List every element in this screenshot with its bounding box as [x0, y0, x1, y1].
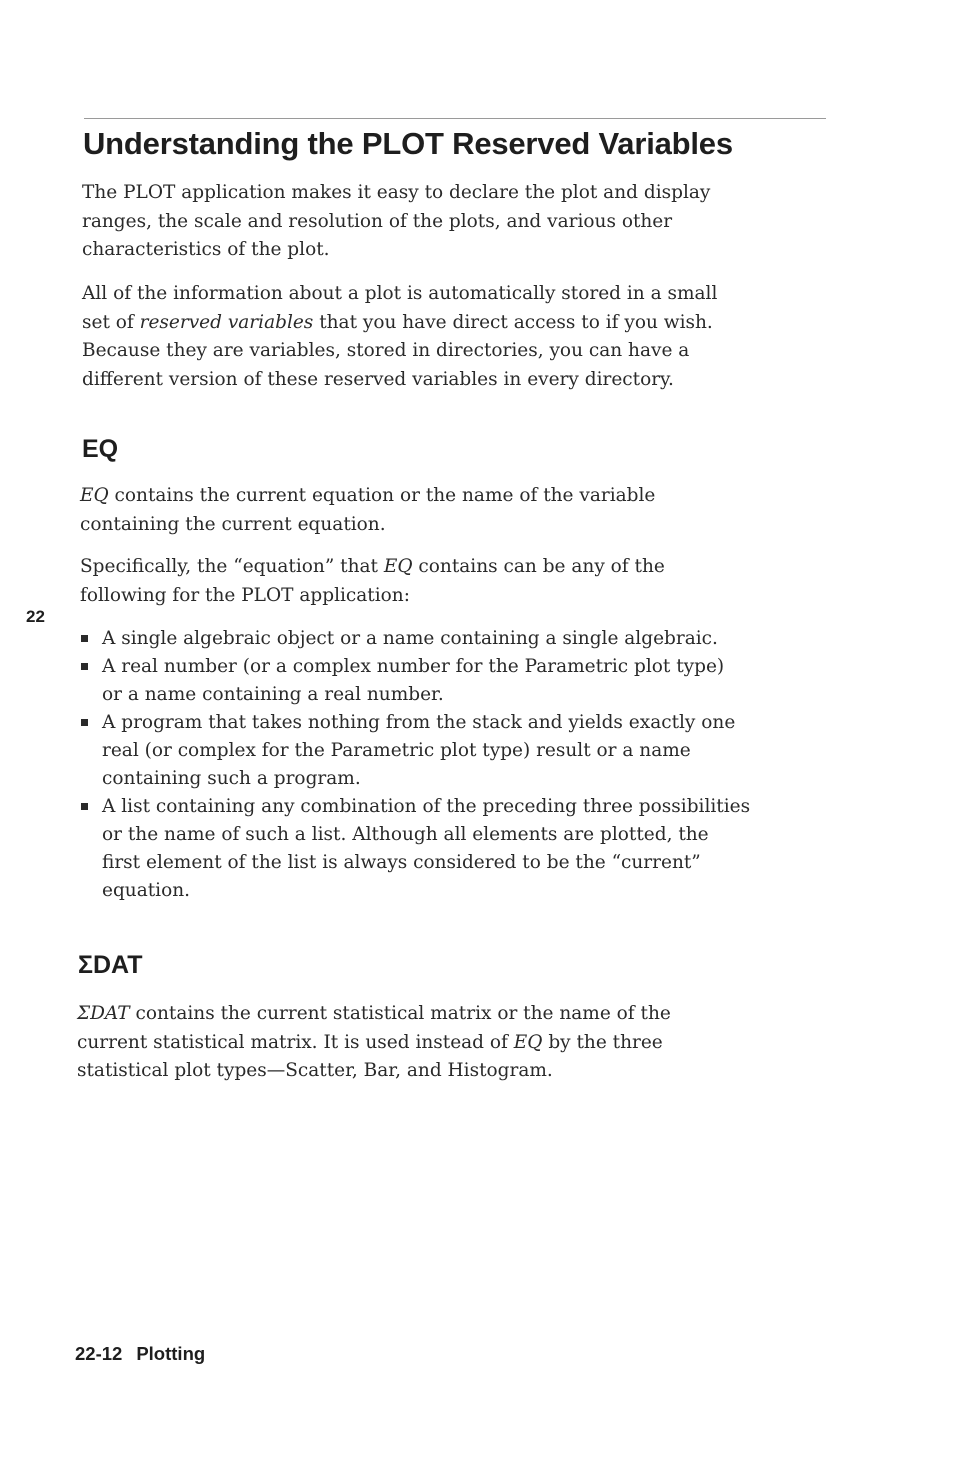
text-run: contains the current statistical matrix or the name of the — [129, 1003, 671, 1024]
text-line — [82, 309, 717, 338]
footer-page-number: 22-12 — [75, 1343, 123, 1364]
footer-chapter-name: Plotting — [136, 1343, 206, 1364]
emphasis-term: EQ — [383, 556, 413, 577]
text-line: The PLOT application makes it easy to declare the plot and display — [82, 182, 711, 203]
list-item — [80, 625, 750, 653]
text-line — [80, 482, 655, 511]
list-item — [80, 793, 750, 905]
text-line: first element of the list is always considered to be the “current” — [102, 852, 701, 873]
eq-paragraph-2 — [80, 553, 665, 610]
text-line: A single algebraic object or a name containing a single algebraic. — [102, 628, 718, 649]
title-rule — [84, 118, 826, 119]
page-title: Understanding the PLOT Reserved Variables — [83, 126, 733, 161]
section-heading-eq: EQ — [82, 435, 119, 463]
square-bullet-icon — [81, 719, 88, 726]
list-item — [80, 653, 750, 709]
text-run: contains the current equation or the name of the variable — [108, 485, 656, 506]
text-line — [77, 1029, 671, 1058]
emphasis-term: EQ — [80, 485, 109, 506]
chapter-tab: 22 — [26, 607, 45, 626]
text-line: ranges, the scale and resolution of the plots, and various other — [82, 210, 673, 232]
text-line: A list containing any combination of the preceding three possibilities — [102, 796, 751, 817]
list-item — [80, 709, 750, 793]
text-line: or a name containing a real number. — [102, 684, 444, 705]
square-bullet-icon — [81, 635, 88, 642]
emphasis-term: EQ — [513, 1031, 543, 1053]
text-line: containing such a program. — [102, 768, 361, 789]
text-line: All of the information about a plot is automatically stored in a small — [82, 283, 718, 304]
text-line — [77, 1000, 671, 1029]
text-line: equation. — [102, 880, 191, 901]
text-line: A program that takes nothing from the stack and yields exactly one — [102, 712, 736, 733]
text-line — [80, 553, 665, 582]
text-run: contains can be any of the — [412, 556, 665, 577]
sigma-dat-paragraph — [77, 1000, 671, 1086]
page-footer — [75, 1343, 205, 1365]
text-line: containing the current equation. — [80, 513, 386, 535]
text-line: different version of these reserved variables in every directory. — [82, 368, 674, 390]
text-line: following for the PLOT application: — [80, 584, 410, 606]
emphasis-term: reserved variables — [139, 311, 314, 333]
text-run: by the three — [542, 1031, 663, 1053]
square-bullet-icon — [81, 803, 88, 810]
text-run: current statistical matrix. It is used instead of — [77, 1031, 514, 1053]
text-line: characteristics of the plot. — [82, 239, 330, 260]
text-line: Because they are variables, stored in directories, you can have a — [82, 340, 690, 361]
text-line: real (or complex for the Parametric plot type) result or a name — [102, 740, 691, 761]
text-line: or the name of such a list. Although all elements are plotted, the — [102, 824, 709, 845]
emphasis-term: ΣDAT — [77, 1003, 130, 1024]
eq-paragraph-1 — [80, 482, 655, 539]
text-run: Specifically, the “equation” that — [80, 556, 384, 577]
text-line: statistical plot types—Scatter, Bar, and Histogram. — [77, 1060, 553, 1081]
text-run: that you have direct access to if you wish. — [313, 311, 713, 333]
bullet-list — [80, 625, 750, 905]
text-run: set of — [82, 311, 140, 333]
intro-paragraph-2 — [82, 280, 717, 394]
section-heading-sigma-dat: ΣDAT — [78, 951, 143, 979]
intro-paragraph-1 — [82, 179, 710, 265]
square-bullet-icon — [81, 663, 88, 670]
text-line: A real number (or a complex number for the Parametric plot type) — [102, 656, 725, 677]
